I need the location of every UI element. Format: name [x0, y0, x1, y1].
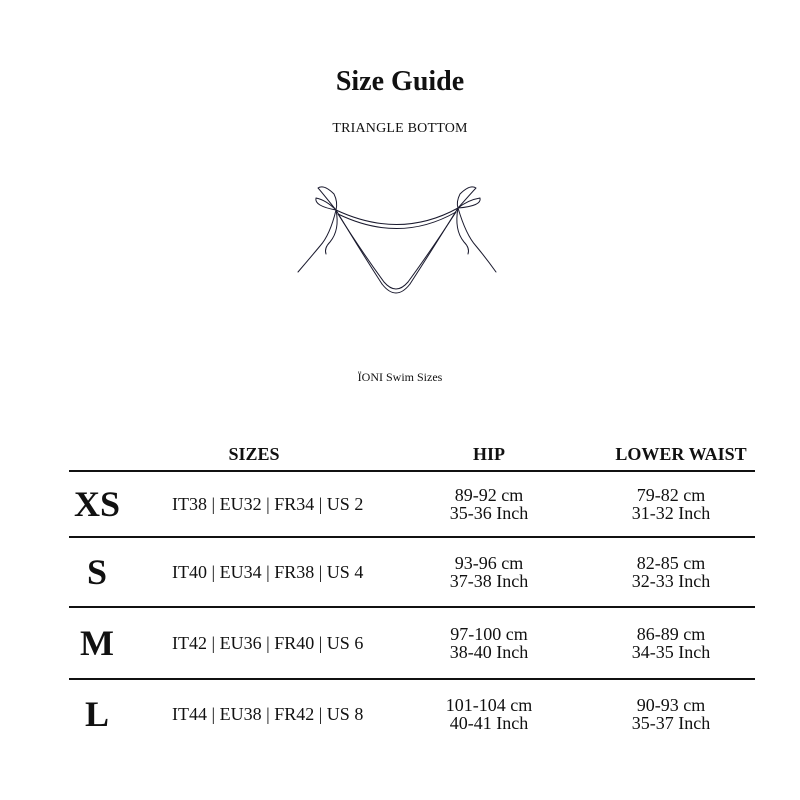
waist-cm: 90-93 cm — [636, 695, 706, 715]
waist-cm: 86-89 cm — [636, 624, 706, 644]
bikini-drawing — [290, 180, 510, 305]
waist-measure — [581, 696, 761, 732]
hip-measure — [414, 625, 564, 661]
waist-cm: 79-82 cm — [636, 485, 706, 505]
hip-measure — [414, 486, 564, 522]
waist-measure — [581, 625, 761, 661]
table-row — [69, 678, 755, 748]
brand-caption: ÏONI Swim Sizes — [357, 370, 443, 384]
header-lower-waist: LOWER WAIST — [615, 444, 747, 464]
table-row — [69, 536, 755, 606]
hip-cm: 93-96 cm — [454, 553, 524, 573]
hip-inch: 38-40 Inch — [449, 642, 529, 662]
hip-cm: 97-100 cm — [450, 624, 528, 644]
size-conversion: IT40 | EU34 | FR38 | US 4 — [172, 562, 364, 582]
waist-inch: 35-37 Inch — [631, 713, 711, 733]
page-title: Size Guide — [335, 66, 465, 97]
hip-inch: 40-41 Inch — [449, 713, 529, 733]
waist-measure — [581, 486, 761, 522]
table-header — [69, 438, 755, 470]
size-label: S — [86, 552, 108, 592]
size-conversion: IT44 | EU38 | FR42 | US 8 — [172, 704, 364, 724]
hip-cm: 89-92 cm — [454, 485, 524, 505]
hip-measure — [414, 696, 564, 732]
waist-inch: 34-35 Inch — [631, 642, 711, 662]
hip-inch: 37-38 Inch — [449, 571, 529, 591]
hip-cm: 101-104 cm — [445, 695, 533, 715]
header-sizes: SIZES — [228, 444, 280, 464]
waist-inch: 31-32 Inch — [631, 503, 711, 523]
size-label: XS — [73, 484, 121, 524]
triangle-bikini-bottom-icon — [290, 180, 510, 305]
waist-inch: 32-33 Inch — [631, 571, 711, 591]
waist-cm: 82-85 cm — [636, 553, 706, 573]
size-label: M — [80, 623, 114, 663]
size-conversion: IT38 | EU32 | FR34 | US 2 — [172, 494, 364, 514]
size-table — [69, 438, 755, 748]
table-row — [69, 470, 755, 536]
size-conversion: IT42 | EU36 | FR40 | US 6 — [172, 633, 364, 653]
product-subtitle: TRIANGLE BOTTOM — [332, 121, 468, 136]
hip-measure — [414, 554, 564, 590]
header-hip: HIP — [472, 444, 505, 464]
size-label: L — [84, 694, 109, 734]
waist-measure — [581, 554, 761, 590]
hip-inch: 35-36 Inch — [449, 503, 529, 523]
table-row — [69, 606, 755, 678]
